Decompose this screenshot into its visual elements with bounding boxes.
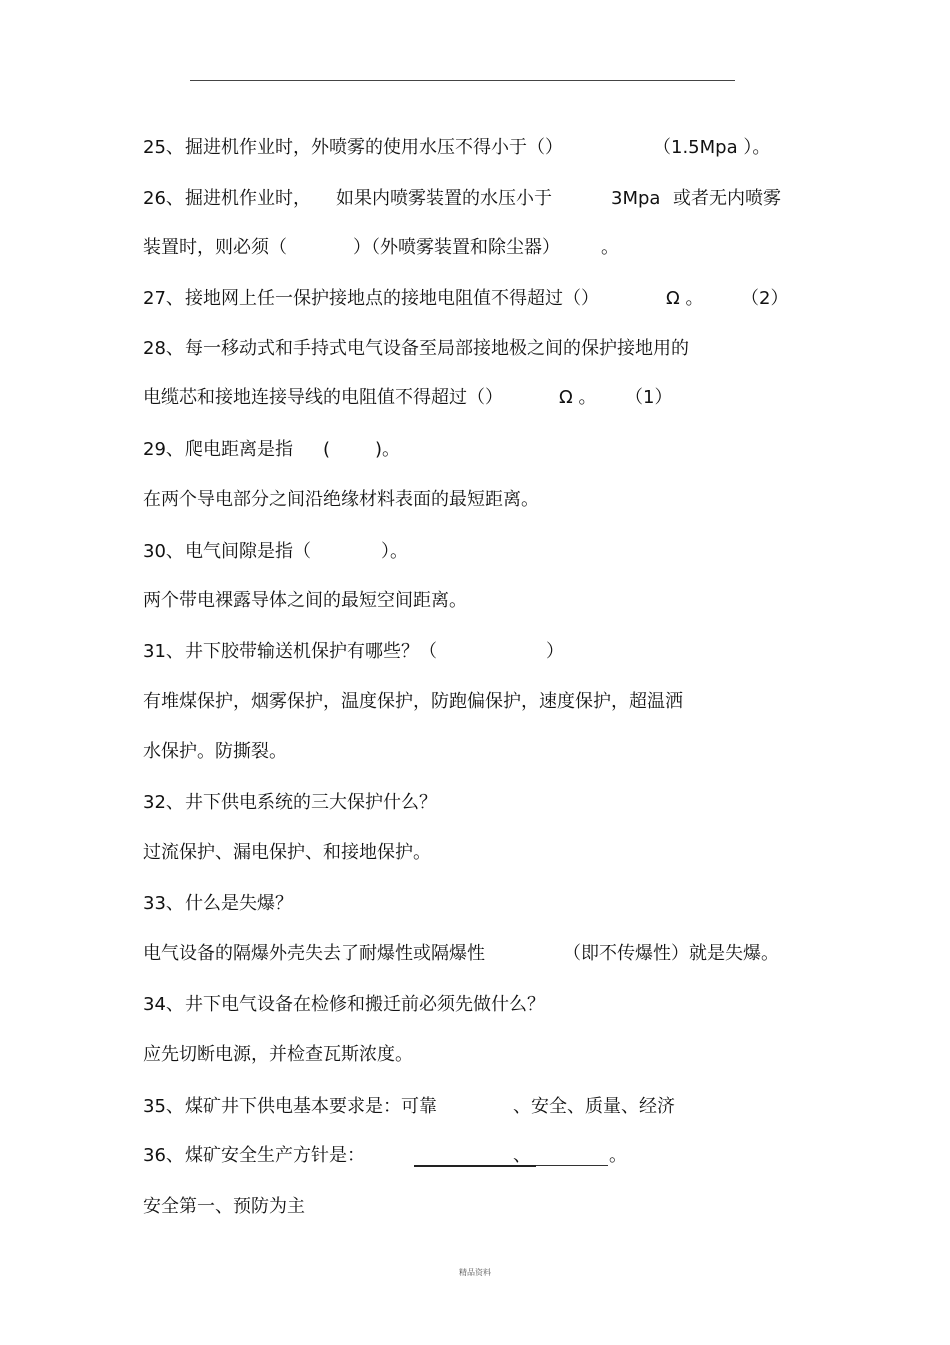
question-number: 31、: [143, 641, 184, 662]
question-28-line2: [143, 384, 930, 412]
question-number: 35、: [143, 1096, 184, 1117]
question-32: [143, 789, 930, 817]
answer-text: （1）: [625, 387, 673, 408]
paren-close: ）: [546, 641, 564, 662]
answer-text: （2）: [741, 288, 789, 309]
question-text: 电气间隙是指（: [185, 541, 311, 562]
answer-31-line1: [143, 688, 930, 716]
question-29: [143, 436, 930, 464]
end-mark: 。: [609, 1145, 627, 1166]
question-number: 25、: [143, 137, 184, 158]
question-27: [143, 285, 930, 313]
answer-31-line2: [143, 738, 930, 766]
answer-text: 电气设备的隔爆外壳失去了耐爆性或隔爆性: [143, 943, 485, 964]
unit-text: Ω 。: [666, 288, 704, 309]
question-text-2: 如果内喷雾装置的水压小于: [336, 188, 552, 209]
answer-29: [143, 486, 930, 514]
question-text: 装置时，则必须（: [143, 237, 287, 258]
question-text: 掘进机作业时，外喷雾的使用水压不得小于（）: [185, 137, 563, 158]
question-number: 33、: [143, 893, 184, 914]
paren-open: (: [323, 439, 331, 460]
question-31: [143, 638, 930, 666]
answer-33: [143, 940, 930, 968]
separator: 、: [513, 1145, 531, 1166]
question-number: 26、: [143, 188, 184, 209]
question-25: [143, 134, 930, 162]
question-36: [143, 1142, 930, 1170]
answer-text: ）（外喷雾装置和除尘器）: [353, 237, 560, 258]
question-text: 煤矿安全生产方针是：: [185, 1145, 365, 1166]
question-text: 井下胶带输送机保护有哪些？（: [185, 641, 437, 662]
answer-text: 在两个导电部分之间沿绝缘材料表面的最短距离。: [143, 489, 539, 510]
answer-text: 水保护。防撕裂。: [143, 741, 287, 762]
answer-32: [143, 839, 930, 867]
page-footer: 精品资料: [459, 1268, 491, 1277]
question-text: 接地网上任一保护接地点的接地电阻值不得超过（）: [185, 288, 599, 309]
unit-text: Ω 。: [559, 387, 597, 408]
question-text: 井下电气设备在检修和搬迁前必须先做什么？: [185, 994, 545, 1015]
question-number: 28、: [143, 338, 184, 359]
answer-text: 过流保护、漏电保护、和接地保护。: [143, 842, 431, 863]
question-text: 掘进机作业时，: [185, 188, 311, 209]
question-number: 30、: [143, 541, 184, 562]
question-35: [143, 1093, 930, 1121]
answer-text: 应先切断电源，并检查瓦斯浓度。: [143, 1044, 413, 1065]
answer-text: （1.5Mpa ）。: [653, 137, 771, 158]
answer-36: [143, 1193, 930, 1221]
question-34: [143, 991, 930, 1019]
answer-34: [143, 1041, 930, 1069]
answer-text: 两个带电裸露导体之间的最短空间距离。: [143, 590, 467, 611]
answer-text: 有堆煤保护，烟雾保护，温度保护，防跑偏保护，速度保护，超温洒: [143, 691, 683, 712]
value-text: 3Mpa: [611, 188, 661, 209]
question-text: 井下供电系统的三大保护什么？: [185, 792, 437, 813]
paren-close: )。: [375, 439, 401, 460]
question-28: [143, 335, 930, 363]
question-text-rest: 、安全、质量、经济: [513, 1096, 675, 1117]
question-26: [143, 185, 930, 213]
paren-close: ）。: [381, 541, 408, 562]
question-number: 29、: [143, 439, 184, 460]
question-text: 电缆芯和接地连接导线的电阻值不得超过（）: [143, 387, 503, 408]
question-text: 什么是失爆？: [185, 893, 293, 914]
question-number: 27、: [143, 288, 184, 309]
question-30: [143, 538, 930, 566]
question-33: [143, 890, 930, 918]
end-mark: 。: [601, 237, 619, 258]
question-text-3: 或者无内喷雾: [673, 188, 781, 209]
question-text: 煤矿井下供电基本要求是：可靠: [185, 1096, 437, 1117]
question-number: 36、: [143, 1145, 184, 1166]
answer-text-2: （即不传爆性）就是失爆。: [563, 943, 779, 964]
question-text: 爬电距离是指: [185, 439, 293, 460]
fill-blank-2: [536, 1165, 608, 1166]
question-number: 34、: [143, 994, 184, 1015]
answer-text: 安全第一、预防为主: [143, 1196, 305, 1217]
answer-30: [143, 587, 930, 615]
question-number: 32、: [143, 792, 184, 813]
question-text: 每一移动式和手持式电气设备至局部接地极之间的保护接地用的: [185, 338, 689, 359]
header-rule: [190, 80, 735, 81]
question-26-line2: [143, 234, 930, 262]
